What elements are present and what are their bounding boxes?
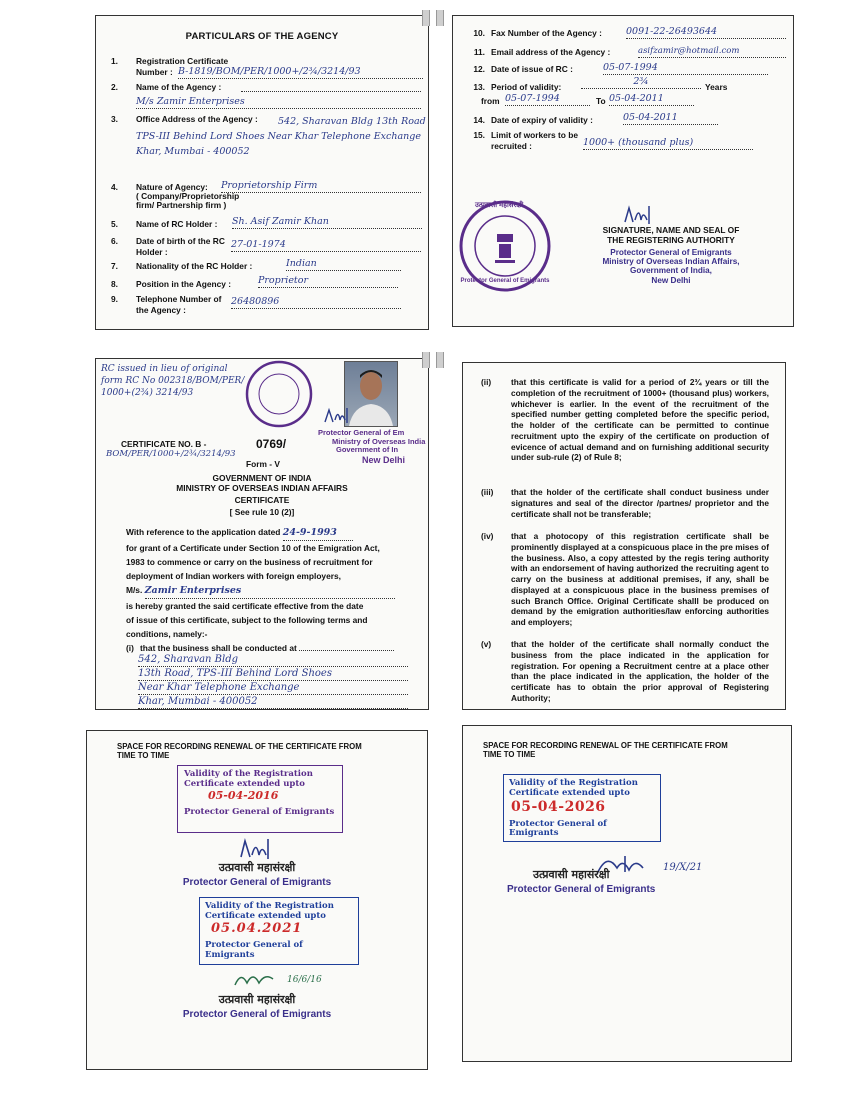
- period-from: 05-07-1994: [505, 93, 590, 106]
- round-seal-bottom-text: Protector General of Emigrants: [460, 278, 550, 284]
- field-label: Nature of Agency:: [136, 182, 208, 192]
- field-label: Telephone Number of the Agency :: [136, 294, 222, 315]
- signature-icon: [237, 835, 281, 863]
- panel-renewal-left: [86, 730, 428, 1070]
- extended-date: 05-04-2026: [511, 798, 606, 815]
- condition-iv: (iv) that a photocopy of this registration certificate shall be prominently displayed at a conspicuous place in the pre mises of the business. Also, a copy attested by the regis tering authority with an endorsement of having authorized the recruiting agent to carry on the business at additional premises, if any, shall be displayed at a conspicuous place in the business premises of such Branch Office. Original Certificate shalll be produced on demand by the emigration authorities/law enforcing authorities and employers;: [481, 531, 769, 628]
- field-value: 0091-22-26493644: [626, 26, 786, 39]
- field-label: Period of validity:: [491, 82, 562, 92]
- field-value: B-1819/BOM/PER/1000+/2¾/3214/93: [178, 66, 423, 79]
- field-label: Limit of workers to be recruited :: [491, 130, 579, 151]
- signature-icon: [233, 971, 283, 989]
- field-value: 05-04-2011: [623, 112, 718, 125]
- field-registration-number: 1. Registration Certificate Number : B-1819/BOM/PER/1000+/2¾/3214/93: [96, 56, 428, 78]
- panel-title: PARTICULARS OF THE AGENCY: [185, 31, 339, 42]
- field-sublabel: ( Company/Proprietorship firm/ Partnership firm ): [136, 191, 240, 211]
- signature-date: 16/6/16: [287, 975, 322, 985]
- field-value: Proprietor: [258, 275, 398, 288]
- form-label: Form - V: [246, 459, 280, 469]
- renewal-title: SPACE FOR RECORDING RENEWAL OF THE CERTIFICATE FROM TIME TO TIME: [117, 742, 362, 760]
- gov-title: GOVERNMENT OF INDIA: [212, 473, 312, 483]
- condition-iii: (iii) that the holder of the certificate shall conduct business under signatures and seal of the director /partnes/ proprietor and the certificate shall not be transferable;: [481, 487, 769, 519]
- panel-certificate: [95, 358, 429, 710]
- signature-block-title: SIGNATURE, NAME AND SEAL OF THE REGISTERING AUTHORITY: [602, 225, 740, 245]
- extended-date: 05-04-2016: [208, 788, 279, 802]
- field-label: Office Address of the Agency :: [136, 114, 258, 124]
- application-date: 24-9-1993: [283, 526, 353, 541]
- field-label: Email address of the Agency :: [491, 47, 611, 57]
- field-value: Sh. Asif Zamir Khan: [232, 216, 422, 229]
- extended-date: 05.04.2021: [211, 920, 303, 936]
- renewal-stamp-2016: Validity of the Registration Certificate extended upto 05-04-2016 Protector General of Emigrants: [177, 765, 343, 833]
- pge-title: Protector General of Emigrants: [507, 884, 656, 895]
- emblem-seal-icon: [244, 359, 314, 429]
- binding-spine: [436, 10, 444, 26]
- field-label: Fax Number of the Agency :: [491, 28, 602, 38]
- condition-v: (v) that the holder of the certificate shall normally conduct the business from the place indicated in the application for registration. For opening a Recruitment centre at a place other than the place indicated in the application, the holder of the certificate has to obtain the prior approval of Registering Authority;: [481, 639, 769, 703]
- signature-icon: [322, 405, 356, 427]
- binding-spine: [422, 10, 430, 26]
- field-value: 05-07-1994: [603, 62, 768, 75]
- field-office-address: 3. Office Address of the Agency : 542, Sharavan Bldg 13th Road TPS-III Behind Lord Shoes Near Khar Telephone Exchange Khar, Mumbai - 400052: [111, 114, 426, 157]
- field-value: Indian: [286, 258, 401, 271]
- hindi-title: उत्प्रवासी महासंरक्षी: [218, 861, 296, 874]
- panel-contact-and-seal: 10. Fax Number of the Agency : 0091-22-26493644 11. Email address of the Agency : asifzamir@hotmail.com 12. Date of issue of RC : 05-07-1994 13. Period of validity: 2¾ Years from 05-07-1994 To 05-04-2011 14. Date of expiry of validity : 05-04-2011 15. Limit of workers to be recruited : 1000+ (thousand plus) उत्प्रवासी महासंरक्षी Protector General of Emigrants SIGNATURE, NAME AND SEAL OF THE REGISTERING AUTHORITY Protector General of Emigrants Ministry of Overseas Indian Affairs, Government of India, New Delhi: [452, 15, 794, 327]
- binding-spine: [422, 352, 430, 368]
- field-nature-of-agency: 4. Nature of Agency: ( Company/Proprietorship firm/ Partnership firm ) Proprietorship Firm: [96, 182, 428, 216]
- panel-renewal-right: [462, 725, 792, 1062]
- seal-side-text: Protector General of Em Ministry of Overseas India Government of In New Delhi: [318, 428, 426, 465]
- field-label: Name of the Agency :: [136, 82, 222, 92]
- field-value: 2¾: [581, 76, 701, 89]
- field-value: 1000+ (thousand plus): [583, 137, 753, 150]
- field-value: M/s Zamir Enterprises: [136, 96, 421, 109]
- registering-authority-seal: Protector General of Emigrants Ministry of Overseas Indian Affairs, Government of India, New Delhi: [602, 248, 740, 285]
- field-value: 542, Sharavan Bldg 13th Road TPS-III Behind Lord Shoes Near Khar Telephone Exchange Khar, Mumbai - 400052: [136, 116, 426, 157]
- field-label: Registration Certificate Number :: [136, 56, 229, 77]
- field-label: Nationality of the RC Holder :: [136, 261, 253, 271]
- cert-number-label: CERTIFICATE NO. B -: [121, 439, 207, 449]
- renewal-stamp-2026: Validity of the Registration Certificate extended upto 05-04-2026 Protector General of Emigrants: [503, 774, 661, 842]
- cert-number-value: BOM/PER/1000+/2¾/3214/93: [106, 449, 236, 459]
- field-label: Date of birth of the RC Holder :: [136, 236, 225, 257]
- signature-date: 19/X/21: [663, 862, 703, 873]
- renewal-title: SPACE FOR RECORDING RENEWAL OF THE CERTIFICATE FROM TIME TO TIME: [483, 741, 728, 759]
- binding-spine: [436, 352, 444, 368]
- ministry-title: MINISTRY OF OVERSEAS INDIAN AFFAIRS: [176, 483, 348, 493]
- cert-number-stamp: 0769/: [256, 437, 287, 451]
- field-value: asifzamir@hotmail.com: [638, 46, 786, 58]
- round-seal-top-text: उत्प्रवासी महासंरक्षी: [475, 202, 524, 209]
- field-value: Proprietorship Firm: [221, 180, 421, 193]
- renewal-stamp-2021: Validity of the Registration Certificate extended upto 05.04.2021 Protector General of Emigrants: [199, 897, 359, 965]
- hindi-title: उत्प्रवासी महासंरक्षी: [218, 993, 296, 1006]
- condition-ii: (ii) that this certificate is valid for a period of 2¾ years or till the completion of the recruitment of 1000+ (thousand plus) workers, whichever is earlier. In the event of the recruitment of the specified number getting completed before the specific period, the holder of the certificate can be permitted to continue recruitment upto the expiry of the certificate on production of evicence of actual demand and on furnishing additional security under sub-rule (2) of Rule 8;: [481, 377, 769, 463]
- field-suffix: Years: [705, 82, 728, 92]
- panel-particulars: PARTICULARS OF THE AGENCY 1. Registration Certificate Number : B-1819/BOM/PER/1000+/2¾/3214/93 2. Name of the Agency : M/s Zamir Enterprises 3. Office Address of the Agency : 542, Sharavan Bldg 13th Road TPS-III Behind Lord Shoes Near Khar Telephone Exchange Khar, Mumbai - 400052 4. Nature of Agency: ( Company/Proprietorship firm/ Partnership firm ) Proprietorship Firm 5. Name of RC Holder : Sh. Asif Zamir Khan 6. Date of birth of the RC Holder : 27-01-1974 7. Nationality of the RC Holder : Indian 8. Position in the Agency : Proprietor 9. Telephone Number of the Agency : 26480896: [95, 15, 429, 330]
- field-label: Date of issue of RC :: [491, 64, 573, 74]
- field-label: Position in the Agency :: [136, 279, 232, 289]
- rule-ref: [ See rule 10 (2)]: [229, 507, 295, 517]
- agency-name-value: Zamir Enterprises: [145, 584, 395, 599]
- pge-title: Protector General of Emigrants: [182, 1009, 332, 1020]
- business-address: 542, Sharavan Bldg 13th Road, TPS-III Behind Lord Shoes Near Khar Telephone Exchange Khar, Mumbai - 400052: [138, 653, 408, 709]
- field-label: Name of RC Holder :: [136, 219, 218, 229]
- field-value: 27-01-1974: [231, 239, 421, 252]
- certificate-heading: CERTIFICATE: [234, 495, 290, 505]
- field-value: 26480896: [231, 296, 401, 309]
- handwritten-note: RC issued in lieu of original form RC No 002318/BOM/PER/ 1000+(2¾) 3214/93: [101, 364, 245, 398]
- pge-title: Protector General of Emigrants: [182, 877, 332, 888]
- field-agency-name: 2. Name of the Agency : M/s Zamir Enterprises: [96, 82, 428, 110]
- period-to: 05-04-2011: [609, 93, 694, 106]
- field-label: Date of expiry of validity :: [491, 115, 593, 125]
- hindi-title: उत्प्रवासी महासंरक्षी: [533, 868, 610, 881]
- cert-body: With reference to the application dated 24-9-1993 for grant of a Certificate under Section 10 of the Emigration Act, 1983 to commence or carry on the business of recruitment for deployment of Indian workers with foreign employers, M/s. Zamir Enterprises is hereby granted the said certificate effective from the date of issue of this certificate, subject to the following terms and conditions, namely:- (i) that the business shall be conducted at: [126, 525, 426, 655]
- panel-conditions: [462, 362, 786, 710]
